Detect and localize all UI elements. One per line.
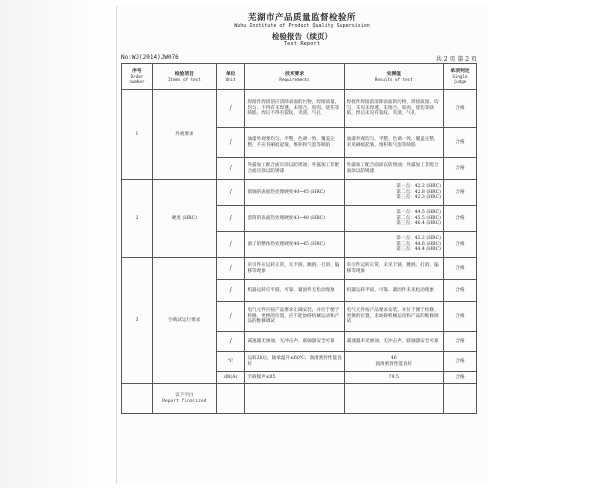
result-point: 第三点：46.4 (HRC) [396, 221, 441, 227]
col-header-requirements: 技术要求 Requirements [245, 64, 344, 90]
unit-cell: / [216, 258, 245, 280]
result-cell: 外露加工配合面涂以防锈油；外露加工非配合面涂以防锈漆 [344, 158, 443, 180]
unit-cell: ℃ [216, 352, 245, 372]
report-title-en: Test Report [283, 41, 321, 47]
report-number: No:WJ(2014)JW076 [121, 54, 179, 61]
scan-shadow [0, 0, 110, 488]
result-cell: 电气元件按产品要求安装，并位于便于检修、更换的位置，未妨碍机械运动和产品的维修调试 [344, 302, 443, 332]
requirement-cell: 电气元件应按产品要求正确安装，并位于便于检修、更换的位置，应不能妨碍机械运动和产品的维修调试 [245, 302, 344, 332]
unit-cell: / [216, 232, 245, 258]
table-row [122, 90, 477, 128]
judge-cell: 合格 [443, 352, 476, 372]
org-name-en: Wuhu Institute of Product Quality Supervision [234, 23, 370, 29]
unit-cell: / [216, 90, 245, 128]
result-cell [344, 232, 443, 258]
result-cell: 油漆外观均匀、平整、色调一致，覆盖完整，未见刷痕起皱，堆积和气泡等缺陷 [344, 128, 443, 158]
result-point: 第三点：42.3 (HRC) [396, 195, 441, 201]
result-cell: 牵引件运转正常，未见卡链、跳链、打滑、偏移等现象 [344, 258, 443, 280]
result-cell: 79.5 [344, 372, 443, 384]
finalized-en: Report finalized [162, 398, 207, 404]
result-point: 第二点：45.5 (HRC) [396, 215, 441, 221]
empty-cell [443, 384, 476, 414]
test-item: 硬度 (HRC) [152, 180, 216, 258]
result-note: 润滑密封性能良好 [375, 361, 413, 367]
unit-cell: / [216, 158, 245, 180]
org-name-cn: 芜湖市产品质量监督检验所 [247, 13, 356, 23]
result-point: 第一点：43.2 (HRC) [396, 235, 441, 241]
unit-cell: / [216, 280, 245, 302]
judge-cell: 合格 [443, 158, 476, 180]
col-header-unit: 单位 Unit [216, 64, 245, 90]
report-finalized-note [152, 384, 216, 414]
requirement-cell: 空载噪声≤85 [245, 372, 344, 384]
report-title-cn: 检验报告（续页） [272, 32, 332, 41]
finalized-cn: 以下空白 [175, 392, 194, 398]
unit-cell: dB(A) [216, 372, 245, 384]
col-header-judge: 单项判定 Single judge [443, 64, 476, 90]
judge-cell: 合格 [443, 232, 476, 258]
empty-cell [344, 384, 443, 414]
judge-cell: 合格 [443, 302, 476, 332]
result-point: 第一点：42.2 (HRC) [396, 183, 441, 189]
test-item: 空载试运行要求 [152, 258, 216, 384]
requirement-cell: 机器运转应平稳、可靠、紧固件无松动现象 [245, 280, 344, 302]
requirement-cell: 滚子的整体热处理硬度40~45 (HRC) [245, 232, 344, 258]
order-number: 3 [122, 258, 153, 384]
order-number: 1 [122, 90, 153, 180]
empty-cell [216, 384, 245, 414]
unit-cell: / [216, 128, 245, 158]
requirement-cell: 油漆外观要均匀、平整、色调一致，覆盖完整，不应有刷痕起皱，堆积和气泡等缺陷 [245, 128, 344, 158]
result-cell: 机器运转平稳、可靠、紧固件未见松动现象 [344, 280, 443, 302]
result-cell [344, 180, 443, 206]
result-value: 46 [390, 355, 397, 361]
unit-cell: / [216, 206, 245, 232]
empty-cell [122, 384, 153, 414]
table-row-finalized [122, 384, 477, 414]
order-number: 2 [122, 180, 153, 258]
judge-cell: 合格 [443, 180, 476, 206]
requirement-cell: 焊接件焊接前应清除表面的污物，焊接质量、均匀，不得有未焊透、未熔合、咬肉、烧伤等缺陷，焊后不得有裂纹、夹渣、气孔 [245, 90, 344, 128]
report-page [116, 6, 487, 484]
result-point: 第一点：44.5 (HRC) [396, 209, 441, 215]
unit-cell: / [216, 302, 245, 332]
judge-cell: 合格 [443, 280, 476, 302]
col-header-order: 序号 Order number [122, 64, 153, 90]
requirement-cell: 运转2h后，轴承温升≤60℃，润滑密封性能良好 [245, 352, 344, 372]
result-cell [344, 352, 443, 372]
result-cell [344, 206, 443, 232]
results-table [121, 63, 477, 414]
judge-cell: 合格 [443, 90, 476, 128]
result-point: 第二点：44.6 (HRC) [396, 241, 441, 247]
result-cell: 减速器未见渗油，无冲击声，联轴器安全可靠 [344, 332, 443, 352]
requirement-cell: 牵引件应运转正常，无卡链、跳链、打滑、偏移等现象 [245, 258, 344, 280]
judge-cell: 合格 [443, 128, 476, 158]
judge-cell: 合格 [443, 372, 476, 384]
judge-cell: 合格 [443, 206, 476, 232]
table-row [122, 180, 477, 206]
result-point: 第三点：44.4 (HRC) [396, 247, 441, 253]
judge-cell: 合格 [443, 258, 476, 280]
requirement-cell: 外露加工配合面应涂以防锈油；外露加工非配合面应涂以防锈漆 [245, 158, 344, 180]
result-cell: 焊接件焊接前清除表面的污物，焊接质量、均匀，未见未焊透、未熔合、咬肉、烧伤等缺陷，焊后未见有裂纹、夹渣、气孔 [344, 90, 443, 128]
requirement-cell: 套筒的表面热处理硬度43~48 (HRC) [245, 206, 344, 232]
col-header-items: 检验项目 Items of test [152, 64, 216, 90]
unit-cell: / [216, 332, 245, 352]
judge-cell: 合格 [443, 332, 476, 352]
requirement-cell: 减速器无渗油，无冲击声，联轴器安全可靠 [245, 332, 344, 352]
page-info: 共 2 页 第 2 页 [435, 56, 477, 63]
table-row [122, 258, 477, 280]
requirement-cell: 销轴的表面热处理硬度40~45 (HRC) [245, 180, 344, 206]
unit-cell: / [216, 180, 245, 206]
result-point: 第二点：42.8 (HRC) [396, 189, 441, 195]
empty-cell [245, 384, 344, 414]
test-item: 外观要求 [152, 90, 216, 180]
col-header-results: 实测值 Results of test [344, 64, 443, 90]
table-header-row [122, 64, 477, 90]
